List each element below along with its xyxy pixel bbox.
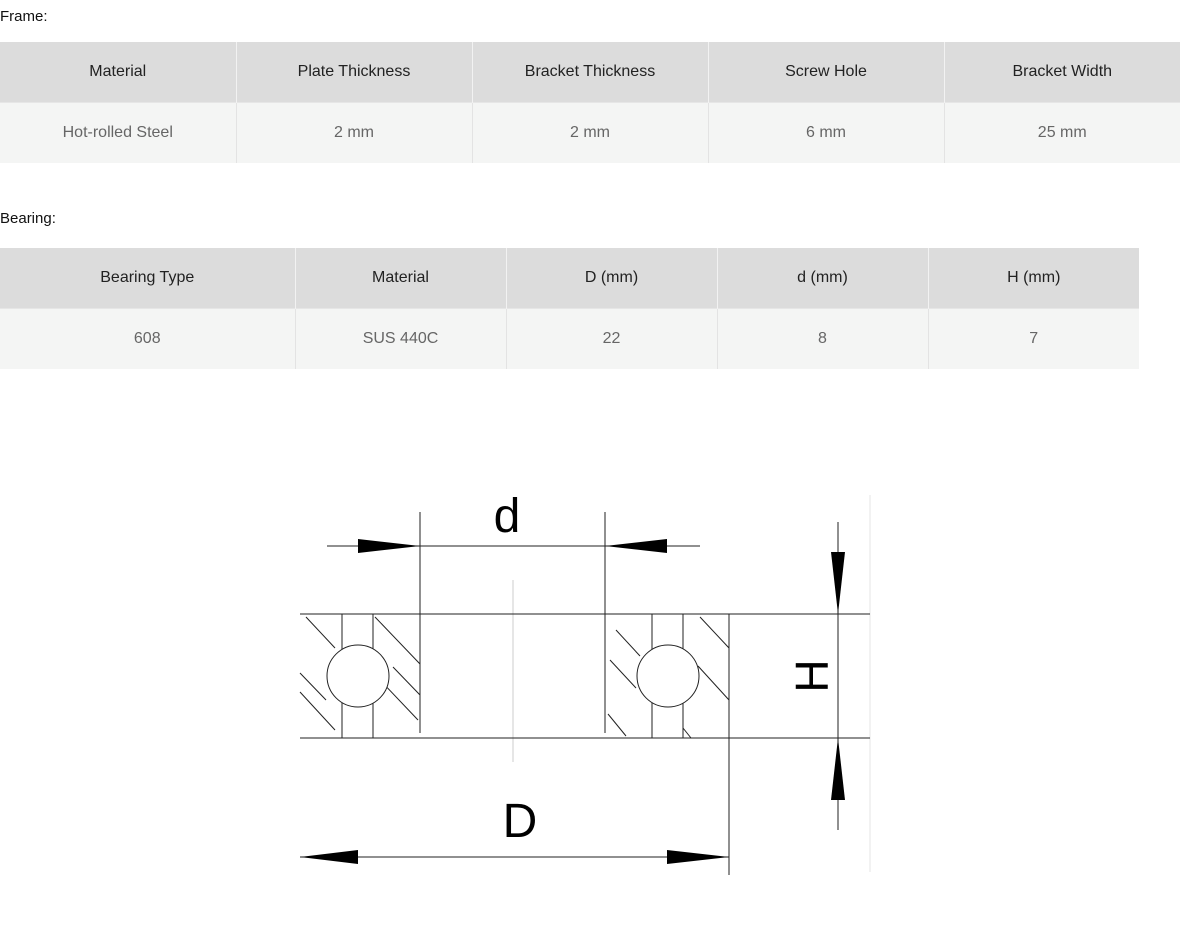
D-arrow-right (667, 850, 729, 864)
d-arrow-left (358, 539, 420, 553)
frame-value-plate-thickness: 2 mm (236, 103, 472, 164)
bearing-dimension-diagram (280, 480, 880, 880)
frame-header-row (0, 42, 1180, 103)
bearing-value-height: 7 (928, 309, 1139, 370)
frame-spec-table (0, 42, 1180, 163)
left-ball (327, 645, 389, 707)
bearing-header-inner-diameter: d (mm) (717, 248, 928, 309)
bearing-header-type: Bearing Type (0, 248, 295, 309)
H-arrow-top (831, 552, 845, 614)
bearing-value-material: SUS 440C (295, 309, 506, 370)
bearing-value-type: 608 (0, 309, 295, 370)
d-dimension-label: d (493, 490, 521, 543)
bearing-section-title: Bearing: (0, 210, 56, 227)
frame-value-bracket-width: 25 mm (944, 103, 1180, 164)
H-arrow-bottom (831, 738, 845, 800)
right-ball (637, 645, 699, 707)
bearing-header-material: Material (295, 248, 506, 309)
frame-value-bracket-thickness: 2 mm (472, 103, 708, 164)
bearing-header-height: H (mm) (928, 248, 1139, 309)
bearing-header-row (0, 248, 1139, 309)
bearing-value-outer-diameter: 22 (506, 309, 717, 370)
frame-value-material: Hot-rolled Steel (0, 103, 236, 164)
frame-header-material: Material (0, 42, 236, 103)
H-dimension-label: H (786, 659, 838, 693)
frame-value-screw-hole: 6 mm (708, 103, 944, 164)
frame-section-title: Frame: (0, 8, 48, 25)
frame-value-row (0, 103, 1180, 164)
bearing-header-outer-diameter: D (mm) (506, 248, 717, 309)
bearing-value-row (0, 309, 1139, 370)
bearing-spec-table (0, 248, 1139, 369)
bearing-value-inner-diameter: 8 (717, 309, 928, 370)
frame-header-bracket-width: Bracket Width (944, 42, 1180, 103)
d-arrow-right (605, 539, 667, 553)
frame-header-screw-hole: Screw Hole (708, 42, 944, 103)
frame-header-bracket-thickness: Bracket Thickness (472, 42, 708, 103)
frame-header-plate-thickness: Plate Thickness (236, 42, 472, 103)
D-dimension-label: D (502, 795, 538, 848)
D-arrow-left (300, 850, 358, 864)
